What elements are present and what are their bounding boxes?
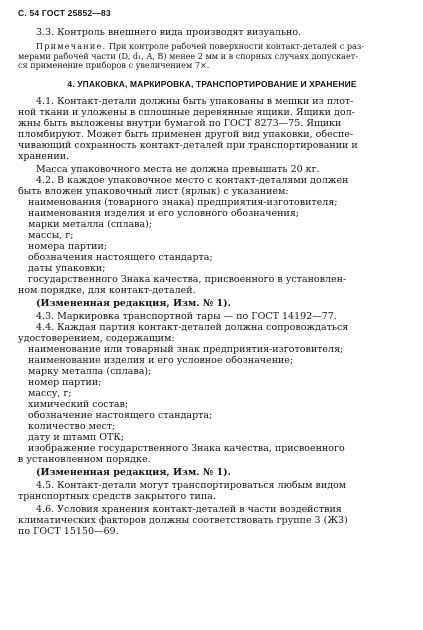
list-item: марку металла (сплава); <box>28 365 152 377</box>
paragraph-4-6 <box>18 504 406 537</box>
list-item: в установленном порядке. <box>18 453 151 465</box>
list-item: марки металла (сплава); <box>28 218 153 230</box>
text-line: жны быть выложены внутри бумагой по ГОСТ 8273—75. Ящики <box>18 117 342 129</box>
text-line: 4.5. Контакт-детали могут транспортироваться любым видом <box>36 479 347 491</box>
paragraph-4-4 <box>18 322 406 344</box>
page-header: С. 54 ГОСТ 25852—83 <box>18 8 111 18</box>
text-line: 4.6. Условия хранения контакт-деталей в части воздействия <box>36 503 342 515</box>
text-line: чивающий сохранность контакт-деталей при транспортировании и <box>18 139 358 151</box>
amendment-note: (Измененная редакция, Изм. № 1). <box>36 466 231 478</box>
list-item: даты упаковки; <box>28 262 106 274</box>
packing-list-items <box>18 197 406 296</box>
list-item: изображение государственного Знака качества, присвоенного <box>28 442 345 454</box>
list-item: массу, г; <box>28 387 72 399</box>
paragraph-4-1 <box>18 96 406 162</box>
text-line: климатических факторов должны соответствовать группе 3 (Ж3) <box>18 514 348 526</box>
list-item: номера партии; <box>28 240 108 252</box>
paragraph-4-2 <box>18 175 406 197</box>
list-item: государственного Знака качества, присвоенного в установлен- <box>28 273 347 285</box>
text-line: быть вложен упаковочный лист (ярлык) с указанием: <box>18 185 289 197</box>
paragraph-4-5 <box>18 480 406 502</box>
text-line: пломбируют. Может быть применен другой вид упаковки, обеспе- <box>18 128 354 140</box>
certificate-items <box>18 344 406 465</box>
list-item: массы, г; <box>28 229 74 241</box>
text-line: транспортных средств закрытого типа. <box>18 490 216 502</box>
note-text: При контроле рабочей поверхности контакт-деталей с раз- <box>106 41 364 51</box>
text-line: 4.4. Каждая партия контакт-деталей должна сопровождаться <box>36 321 349 333</box>
list-item: наименования изделия и его условного обозначения; <box>28 207 300 219</box>
text-line: хранении. <box>18 150 70 162</box>
document-body <box>18 27 406 537</box>
paragraph-4-3: 4.3. Маркировка транспортной тары — по ГОСТ 14192—77. <box>36 310 337 322</box>
list-item: дату и штамп ОТК; <box>28 431 124 443</box>
list-item: наименование или товарный знак предприятия-изготовителя; <box>28 343 344 355</box>
text-line: 4.2. В каждое упаковочное место с контакт-деталями должен <box>36 174 349 186</box>
mass-limit: Масса упаковочного места не должна превышать 20 кг. <box>36 163 320 175</box>
note-label: Примечание. <box>36 41 107 51</box>
list-item: обозначения настоящего стандарта; <box>28 251 213 263</box>
note-line: ся применение приборов с увеличением 7×. <box>18 60 210 70</box>
text-line: ной ткани и уложены в сплошные деревянные ящики. Ящики дол- <box>18 106 355 118</box>
text-line: удостоверением, содержащим: <box>18 332 175 344</box>
amendment-note: (Измененная редакция, Изм. № 1). <box>36 297 231 309</box>
note-block <box>18 42 406 71</box>
section-4-heading: 4. УПАКОВКА, МАРКИРОВКА, ТРАНСПОРТИРОВАНИЕ И ХРАНЕНИЕ <box>67 78 357 89</box>
list-item: наименования (товарного знака) предприятия-изготовителя; <box>28 196 338 208</box>
list-item: количество мест; <box>28 420 116 432</box>
list-item: ном порядке, для контакт-деталей. <box>18 284 196 296</box>
note-line: мерами рабочей части (D, d₁, A, B) менее 2 мм и в спорных случаях допускает- <box>18 50 358 61</box>
section-3-3: 3.3. Контроль внешнего вида производят визуально. <box>36 27 302 38</box>
text-line: 4.1. Контакт-детали должны быть упакованы в мешки из плот- <box>36 95 354 107</box>
list-item: химический состав; <box>28 398 129 410</box>
text-line: по ГОСТ 15150—69. <box>18 525 119 537</box>
list-item: наименование изделия и его условное обозначение; <box>28 354 294 366</box>
list-item: обозначение настоящего стандарта; <box>28 409 213 421</box>
list-item: номер партии; <box>28 376 102 388</box>
